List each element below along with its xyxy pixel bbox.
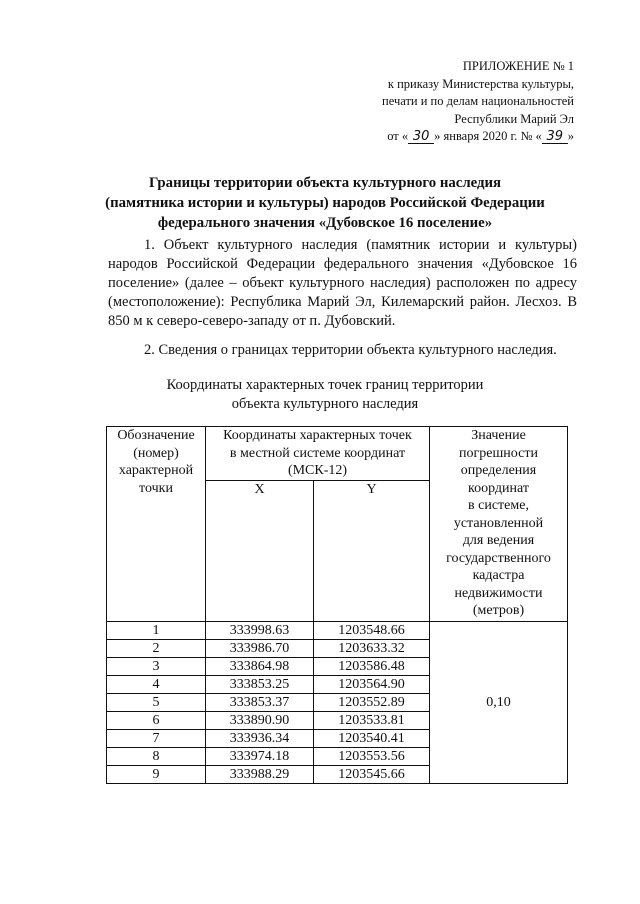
annex-title: ПРИЛОЖЕНИЕ № 1: [462, 59, 574, 73]
annex-line: печати и по делам национальностей: [382, 94, 574, 108]
annex-header: [314, 58, 574, 146]
header-coordinates: Координаты характерных точек в местной системе координат (МСК-12): [206, 427, 430, 481]
point-number: 3: [107, 657, 206, 675]
coord-x: 333986.70: [206, 639, 314, 657]
point-number: 7: [107, 729, 206, 747]
annex-line: к приказу Министерства культуры,: [387, 76, 574, 91]
coord-x: 333998.63: [206, 621, 314, 639]
table-header-row: [107, 427, 568, 481]
coord-y: 1203552.89: [314, 693, 430, 711]
date-prefix: от «: [387, 129, 409, 143]
coord-x: 333936.34: [206, 729, 314, 747]
annex-date-line: [314, 128, 574, 146]
coord-y: 1203540.41: [314, 729, 430, 747]
header-point: Обозначение (номер) характерной точки: [107, 427, 206, 622]
title-line: федерального значения «Дубовское 16 поселение»: [157, 215, 493, 231]
coord-y: 1203586.48: [314, 657, 430, 675]
coord-y: 1203564.90: [314, 675, 430, 693]
caption-line: объекта культурного наследия: [231, 396, 419, 412]
coord-x: 333890.90: [206, 711, 314, 729]
coord-y: 1203633.32: [314, 639, 430, 657]
header-x: X: [206, 480, 314, 621]
coord-x: 333988.29: [206, 765, 314, 783]
coord-x: 333853.25: [206, 675, 314, 693]
coord-x: 333853.37: [206, 693, 314, 711]
coord-y: 1203553.56: [314, 747, 430, 765]
point-number: 9: [107, 765, 206, 783]
table-caption: [100, 376, 550, 414]
annex-line: Республики Марий Эл: [454, 111, 574, 126]
caption-line: Координаты характерных точек границ территории: [166, 377, 484, 393]
date-mid: » января 2020 г. № «: [434, 129, 542, 143]
coord-x: 333974.18: [206, 747, 314, 765]
paragraph-1: 1. Объект культурного наследия (памятник истории и культуры) народов Российской Федерации федерального значения «Дубовское 16 поселение» (далее – объект культурного наследия) расположен по адресу (местоположение): Республика Марий Эл, Килемарский район. Лесхоз. В 850 м к северо-северо-западу от п. Дубовский.: [108, 237, 577, 329]
coord-y: 1203545.66: [314, 765, 430, 783]
paragraph-2: 2. Сведения о границах территории объекта культурного наследия.: [144, 342, 557, 358]
date-suffix: »: [567, 129, 574, 143]
point-number: 4: [107, 675, 206, 693]
handwritten-order-number: 39: [542, 130, 568, 144]
title-line: Границы территории объекта культурного наследия: [148, 175, 502, 191]
error-value: 0,10: [430, 621, 568, 783]
header-y: Y: [314, 480, 430, 621]
table-row: [107, 621, 568, 639]
title-line: (памятника истории и культуры) народов Российской Федерации: [105, 195, 545, 211]
point-number: 1: [107, 621, 206, 639]
handwritten-day: 30: [408, 130, 434, 144]
coord-y: 1203548.66: [314, 621, 430, 639]
point-number: 2: [107, 639, 206, 657]
coord-x: 333864.98: [206, 657, 314, 675]
point-number: 5: [107, 693, 206, 711]
document-title: [90, 173, 560, 233]
header-error: Значение погрешности определения координат в системе, установленной для ведения государственного кадастра недвижимости (метров): [430, 427, 568, 622]
point-number: 6: [107, 711, 206, 729]
coordinates-table: [106, 426, 568, 784]
point-number: 8: [107, 747, 206, 765]
coord-y: 1203533.81: [314, 711, 430, 729]
